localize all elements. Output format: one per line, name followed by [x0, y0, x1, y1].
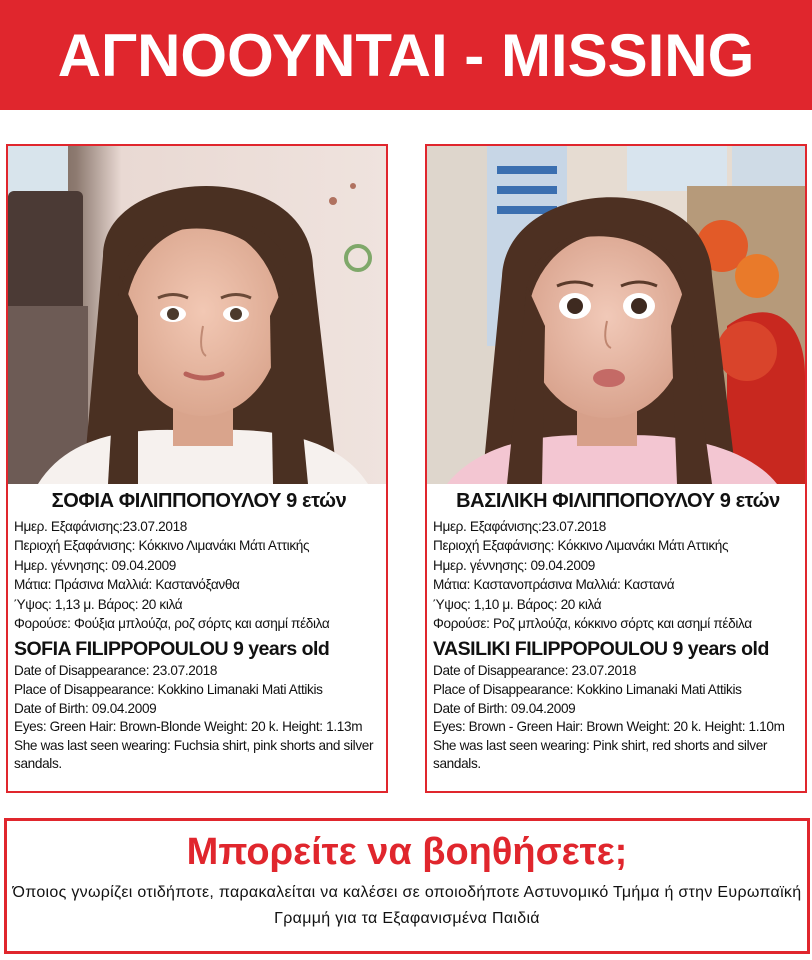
- physical-details-english: Eyes: Brown - Green Hair: Brown Weight: 20 k. Height: 1.10m: [433, 719, 785, 735]
- missing-child-card-sofia: [6, 144, 388, 793]
- clothing-english: She was last seen wearing: Fuchsia shirt, pink shorts and silver sandals.: [14, 737, 374, 772]
- child-name-greek: ΒΑΣΙΛΙΚΗ ΦΙΛΙΠΠΟΠΟΥΛΟΥ 9 ετών: [456, 490, 780, 512]
- disappearance-date-english: Date of Disappearance: 23.07.2018: [433, 663, 637, 679]
- child-photo-sofia: [8, 146, 386, 484]
- physical-details-english: Eyes: Green Hair: Brown-Blonde Weight: 20 k. Height: 1.13m: [14, 719, 363, 735]
- disappearance-date-greek: Ημερ. Εξαφάνισης:23.07.2018: [433, 519, 606, 534]
- birth-date-english: Date of Birth: 09.04.2009: [433, 700, 576, 716]
- banner-title: ΑΓΝΟΟΥΝΤΑΙ - MISSING: [57, 21, 755, 89]
- disappearance-place-english: Place of Disappearance: Kokkino Limanaki Mati Attikis: [433, 682, 742, 698]
- clothing-english: She was last seen wearing: Pink shirt, red shorts and silver sandals.: [433, 737, 768, 772]
- child-name-greek: ΣΟΦΙΑ ΦΙΛΙΠΠΟΠΟΥΛΟΥ 9 ετών: [51, 490, 347, 512]
- disappearance-date-english: Date of Disappearance: 23.07.2018: [14, 663, 218, 679]
- child-info-vasiliki: [433, 490, 803, 774]
- help-heading: Μπορείτε να βοηθήσετε;: [186, 831, 628, 873]
- missing-banner: [0, 0, 812, 110]
- disappearance-place-english: Place of Disappearance: Kokkino Limanaki Mati Attikis: [14, 682, 323, 698]
- eyes-hair-greek: Μάτια: Πράσινα Μαλλιά: Καστανόξανθα: [14, 577, 240, 593]
- disappearance-area-greek: Περιοχή Εξαφάνισης: Κόκκινο Λιμανάκι Μάτι Αττικής: [14, 538, 310, 554]
- eyes-hair-greek: Μάτια: Καστανοπράσινα Μαλλιά: Καστανά: [433, 577, 675, 593]
- child-info-sofia: [14, 490, 384, 774]
- birth-date-english: Date of Birth: 09.04.2009: [14, 700, 157, 716]
- birth-date-greek: Ημερ. γέννησης: 09.04.2009: [433, 557, 595, 573]
- height-weight-greek: Ύψος: 1,10 μ. Βάρος: 20 κιλά: [433, 596, 602, 612]
- help-appeal-box: [4, 818, 810, 954]
- help-text: Όποιος γνωρίζει οτιδήποτε, παρακαλείται να καλέσει σε οποιοδήποτε Αστυνομικό Τμήμα ή στην Ευρωπαϊκή Γραμμή για τα Εξαφανισμένα Παιδιά: [12, 884, 802, 927]
- child-photo-vasiliki: [427, 146, 805, 484]
- disappearance-area-greek: Περιοχή Εξαφάνισης: Κόκκινο Λιμανάκι Μάτι Αττικής: [433, 538, 729, 554]
- clothing-greek: Φορούσε: Ροζ μπλούζα, κόκκινο σόρτς και ασημί πέδιλα: [433, 616, 752, 632]
- child-name-english: VASILIKI FILIPPOPOULOU 9 years old: [433, 638, 769, 661]
- child-name-english: SOFIA FILIPPOPOULOU 9 years old: [14, 638, 330, 661]
- height-weight-greek: Ύψος: 1,13 μ. Βάρος: 20 κιλά: [14, 596, 183, 612]
- birth-date-greek: Ημερ. γέννησης: 09.04.2009: [14, 557, 176, 573]
- disappearance-date-greek: Ημερ. Εξαφάνισης:23.07.2018: [14, 519, 187, 534]
- missing-child-card-vasiliki: [425, 144, 807, 793]
- clothing-greek: Φορούσε: Φούξια μπλούζα, ροζ σόρτς και ασημί πέδιλα: [14, 616, 330, 632]
